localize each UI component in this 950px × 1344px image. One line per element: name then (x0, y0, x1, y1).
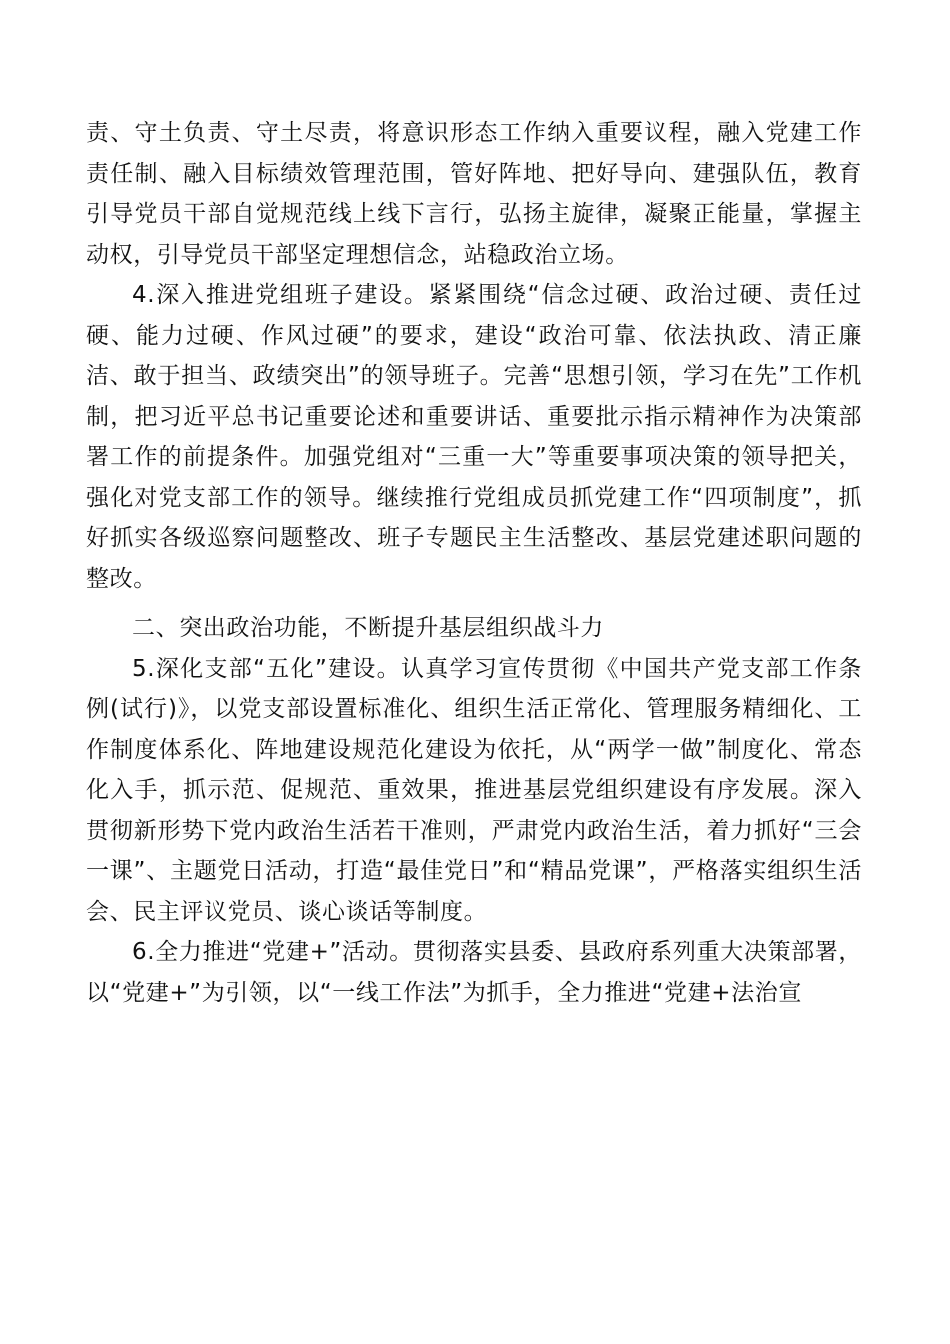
paragraph-item-6: 6.全力推进“党建+”活动。贯彻落实县委、县政府系列重大决策部署，以“党建+”为引领，以“一线工作法”为抓手，全力推进“党建+法治宣 (86, 939, 862, 1006)
paragraph-continuation: 责、守土负责、守土尽责，将意识形态工作纳入重要议程，融入党建工作责任制、融入目标绩效管理范围，管好阵地、把好导向、建强队伍，教育引导党员干部自觉规范线上线下言行，弘扬主旋律，凝聚正能量，掌握主动权，引导党员干部坚定理想信念，站稳政治立场。 (86, 120, 862, 268)
document-body (86, 113, 862, 1013)
paragraph-item-4: 4.深入推进党组班子建设。紧紧围绕“信念过硬、政治过硬、责任过硬、能力过硬、作风过硬”的要求，建设“政治可靠、依法执政、清正廉洁、敢于担当、政绩突出”的领导班子。完善“思想引领，学习在先”工作机制，把习近平总书记重要论述和重要讲话、重要批示指示精神作为决策部署工作的前提条件。加强党组对“三重一大”等重要事项决策的领导把关，强化对党支部工作的领导。继续推行党组成员抓党建工作“四项制度”，抓好抓实各级巡察问题整改、班子专题民主生活整改、基层党建述职问题的整改。 (86, 282, 862, 592)
section-heading-2: 二、突出政治功能，不断提升基层组织战斗力 (132, 615, 604, 641)
paragraph-item-5: 5.深化支部“五化”建设。认真学习宣传贯彻《中国共产党支部工作条例(试行)》，以党支部设置标准化、组织生活正常化、管理服务精细化、工作制度体系化、阵地建设规范化建设为依托，从“两学一做”制度化、常态化入手，抓示范、促规范、重效果，推进基层党组织建设有序发展。深入贯彻新形势下党内政治生活若干准则，严肃党内政治生活，着力抓好“三会一课”、主题党日活动，打造“最佳党日”和“精品党课”，严格落实组织生活会、民主评议党员、谈心谈话等制度。 (86, 655, 862, 925)
